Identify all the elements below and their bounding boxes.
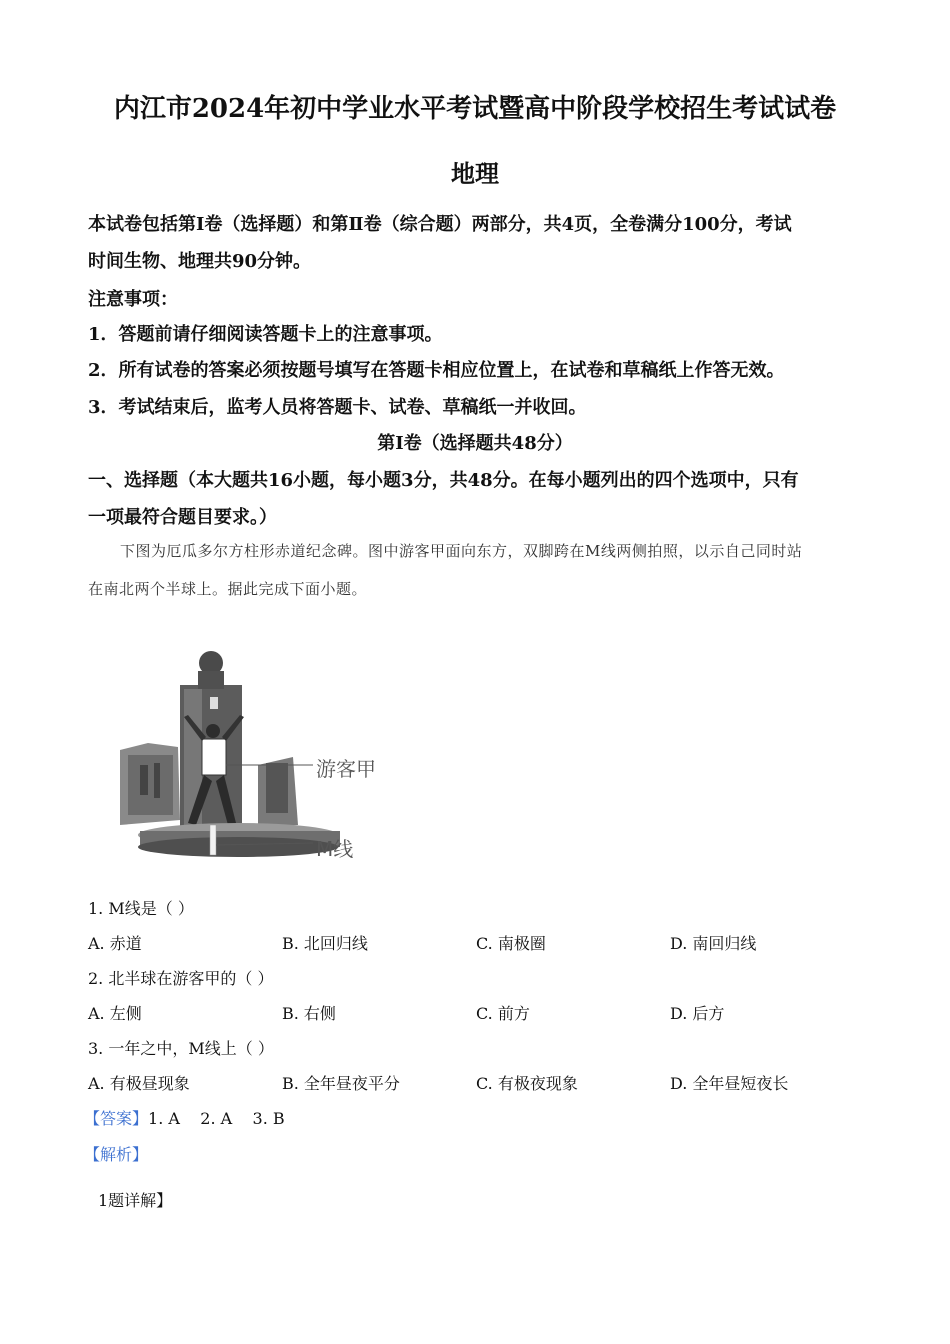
- question-2-option-d: D. 后方: [670, 1004, 725, 1023]
- analysis-label: 【解析】: [84, 1145, 149, 1164]
- notice-item-3: 3．考试结束后，监考人员将答题卡、试卷、草稿纸一并收回。: [88, 397, 587, 418]
- notice-label: 注意事项：: [88, 289, 178, 310]
- notice-item-2: 2．所有试卷的答案必须按题号填写在答题卡相应位置上，在试卷和草稿纸上作答无效。: [88, 360, 785, 381]
- question-2-option-c: C. 前方: [476, 1004, 530, 1023]
- question-1-options: [88, 931, 868, 954]
- passage-line-1: 下图为厄瓜多尔方柱形赤道纪念碑。图中游客甲面向东方，双脚跨在M线两侧拍照，以示自己同时站: [120, 542, 803, 560]
- passage-line-2: 在南北两个半球上。据此完成下面小题。: [88, 580, 368, 598]
- notice-item-1: 1．答题前请仔细阅读答题卡上的注意事项。: [88, 324, 443, 345]
- question-2-option-b: B. 右侧: [282, 1004, 336, 1023]
- answer-line: [84, 1106, 285, 1129]
- part-instruction-line-1: 一、选择题（本大题共16小题，每小题3分，共48分。在每小题列出的四个选项中，只有: [88, 470, 799, 491]
- subject-title: 地理: [451, 159, 499, 188]
- label-tourist-a: 游客甲: [316, 757, 376, 781]
- question-3-option-b: B. 全年昼夜平分: [282, 1074, 400, 1093]
- question-3-options: [88, 1071, 868, 1094]
- monument-photo: [118, 645, 398, 870]
- label-m-line: M线: [316, 837, 354, 861]
- question-1-stem: 1. M线是（ ）: [88, 899, 194, 918]
- answer-label: 【答案】: [84, 1109, 149, 1128]
- question-2-stem: 2. 北半球在游客甲的（ ）: [88, 969, 274, 988]
- question-3-option-c: C. 有极夜现象: [476, 1074, 578, 1093]
- section-title: 第Ⅰ卷（选择题共48分）: [377, 433, 573, 454]
- question-2-options: [88, 1001, 868, 1024]
- question-1-option-d: D. 南回归线: [670, 934, 757, 953]
- instruction-line-1: 本试卷包括第Ⅰ卷（选择题）和第Ⅱ卷（综合题）两部分，共4页，全卷满分100分，考试: [88, 214, 792, 235]
- question-1-option-c: C. 南极圈: [476, 934, 546, 953]
- answer-text: 1. A 2. A 3. B: [148, 1109, 285, 1128]
- question-3-option-d: D. 全年昼短夜长: [670, 1074, 789, 1093]
- question-3-option-a: A. 有极昼现象: [88, 1074, 190, 1093]
- question-2-option-a: A. 左侧: [88, 1004, 142, 1023]
- detail-heading: 1题详解】: [98, 1191, 173, 1210]
- instruction-line-2: 时间生物、地理共90分钟。: [88, 251, 312, 272]
- question-1-option-a: A. 赤道: [88, 934, 142, 953]
- question-1-option-b: B. 北回归线: [282, 934, 368, 953]
- exam-title: 内江市2024年初中学业水平考试暨高中阶段学校招生考试试卷: [113, 94, 837, 124]
- part-instruction-line-2: 一项最符合题目要求。）: [88, 507, 277, 528]
- question-3-stem: 3. 一年之中，M线上（ ）: [88, 1039, 274, 1058]
